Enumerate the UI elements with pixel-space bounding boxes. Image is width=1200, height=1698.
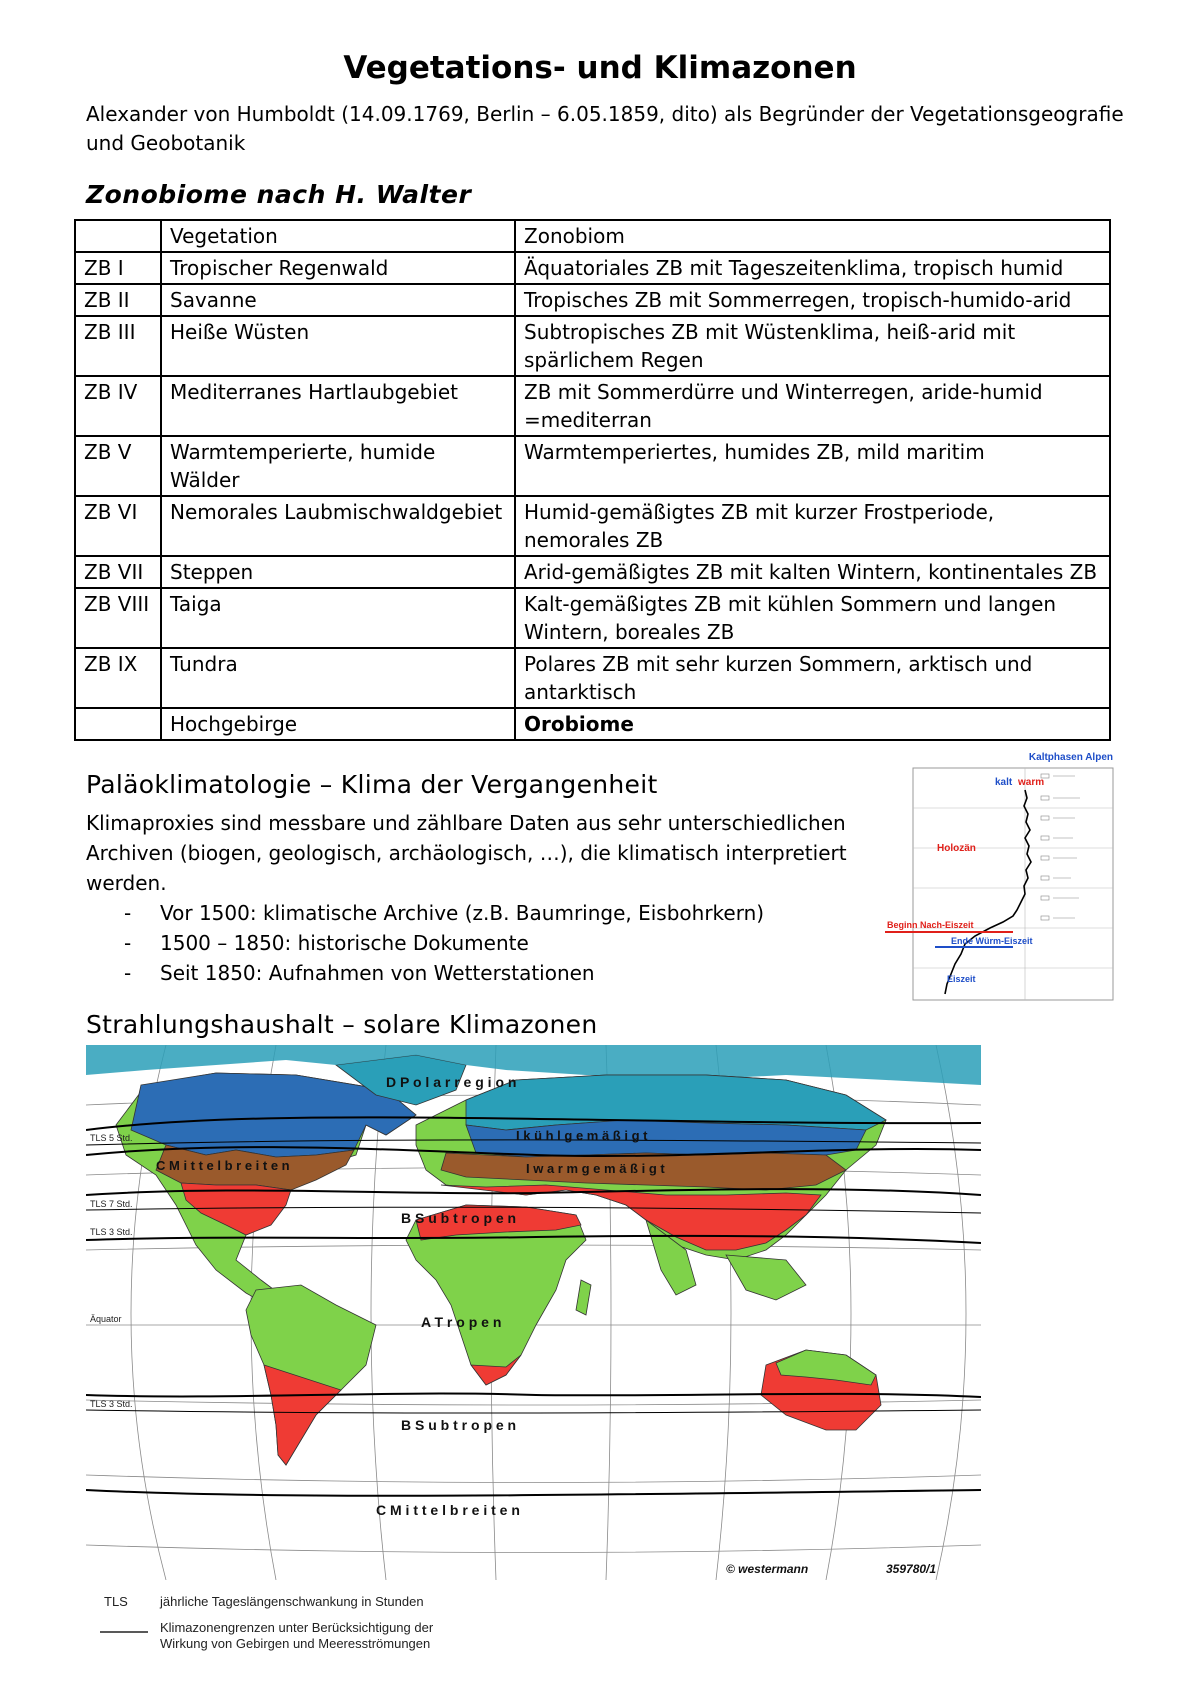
table-row (75, 376, 1110, 436)
zb-code-cell (75, 708, 161, 740)
zonobiom-cell: Arid-gemäßigtes ZB mit kalten Wintern, kontinentales ZB (515, 556, 1110, 588)
vegetation-cell: Nemorales Laubmischwaldgebiet (161, 496, 515, 556)
paleo-chart-title: Kaltphasen Alpen (1028, 752, 1113, 763)
table-row (75, 496, 1110, 556)
map-label-polar: D P o l a r r e g i o n (386, 1074, 517, 1090)
table-row (75, 436, 1110, 496)
vegetation-cell: Tropischer Regenwald (161, 252, 515, 284)
zonobiom-cell: Warmtemperiertes, humides ZB, mild maritim (515, 436, 1110, 496)
list-item-text: 1500 – 1850: historische Dokumente (160, 931, 529, 955)
map-aequator-label: Äquator (90, 1314, 122, 1324)
map-tls-label-3: TLS 3 Std. (90, 1227, 133, 1237)
table-row (75, 708, 1110, 740)
list-bullet: - (124, 901, 132, 925)
vegetation-cell: Vegetation (161, 220, 515, 252)
zonobiom-cell: ZB mit Sommerdürre und Winterregen, aride-humid =mediterran (515, 376, 1110, 436)
table-header-row (75, 220, 1110, 252)
table-row (75, 316, 1110, 376)
zb-code-cell: ZB II (75, 284, 161, 316)
map-label-warm: I w a r m g e m ä ß i g t (526, 1161, 665, 1176)
page-title: Vegetations- und Klimazonen (343, 50, 857, 86)
vegetation-cell: Savanne (161, 284, 515, 316)
zonobiom-cell: Äquatoriales ZB mit Tageszeitenklima, tropisch humid (515, 252, 1110, 284)
paleo-chart-figure (875, 748, 1115, 1010)
climate-zone-map (86, 1045, 981, 1580)
map-tls-label-1: TLS 5 Std. (90, 1133, 133, 1143)
map-tls-label-4: TLS 3 Std. (90, 1399, 133, 1409)
list-item (124, 898, 884, 928)
paleo-chart-kalt: kalt (995, 777, 1013, 788)
zb-code-cell: ZB III (75, 316, 161, 376)
zb-code-cell: ZB IV (75, 376, 161, 436)
list-item-text: Vor 1500: klimatische Archive (z.B. Baumringe, Eisbohrkern) (160, 901, 765, 925)
vegetation-cell: Steppen (161, 556, 515, 588)
list-bullet: - (124, 931, 132, 955)
map-label-subtrop-s: B S u b t r o p e n (401, 1417, 517, 1433)
map-copyright: © westermann (726, 1562, 809, 1576)
map-label-tropen: A T r o p e n (421, 1314, 502, 1330)
zonobiom-cell: Zonobiom (515, 220, 1110, 252)
vegetation-cell: Heiße Wüsten (161, 316, 515, 376)
table-row (75, 284, 1110, 316)
zonobiome-table-body (75, 220, 1110, 740)
zonobiom-cell: Kalt-gemäßigtes ZB mit kühlen Sommern und langen Wintern, boreales ZB (515, 588, 1110, 648)
map-code: 359780/1 (886, 1562, 937, 1576)
table-row (75, 556, 1110, 588)
zb-code-cell (75, 220, 161, 252)
zb-code-cell: ZB VI (75, 496, 161, 556)
paleo-text: Klimaproxies sind messbare und zählbare Daten aus sehr unterschiedlichen Archiven (biogen, geologisch, archäologisch, …), die klimatisch interpretiert werden. (86, 811, 847, 895)
paleo-chart-holozaen: Holozän (937, 843, 976, 854)
table-row (75, 588, 1110, 648)
zb-code-cell: ZB V (75, 436, 161, 496)
paleo-chart-eiszeit: Eiszeit (947, 974, 976, 984)
legend-tls-desc: jährliche Tageslängenschwankung in Stunden (160, 1594, 424, 1609)
zonobiome-table (74, 219, 1111, 741)
zonobiom-cell: Tropisches ZB mit Sommerregen, tropisch-humido-arid (515, 284, 1110, 316)
map-label-subtrop-n: B S u b t r o p e n (401, 1210, 517, 1226)
map-label-mittel-s: C M i t t e l b r e i t e n (376, 1502, 520, 1518)
map-label-kuehl: I k ü h l g e m ä ß i g t (516, 1128, 648, 1143)
table-row (75, 648, 1110, 708)
paleo-chart-wuerm: Ende Würm-Eiszeit (951, 936, 1033, 946)
vegetation-cell: Taiga (161, 588, 515, 648)
intro-text: Alexander von Humboldt (14.09.1769, Berlin – 6.05.1859, dito) als Begründer der Vegetationsgeografie und Geobotanik (86, 102, 1124, 155)
map-tls-label-2: TLS 7 Std. (90, 1199, 133, 1209)
legend-tls-abbr: TLS (104, 1594, 128, 1609)
map-legend (100, 1590, 700, 1690)
zonobiome-heading: Zonobiome nach H. Walter (86, 180, 472, 209)
legend-line-desc-2: Wirkung von Gebirgen und Meeresströmungen (160, 1636, 431, 1651)
vegetation-cell: Warmtemperierte, humide Wälder (161, 436, 515, 496)
zb-code-cell: ZB VII (75, 556, 161, 588)
strahlung-heading: Strahlungshaushalt – solare Klimazonen (86, 1010, 598, 1039)
zonobiom-cell: Orobiome (515, 708, 1110, 740)
list-item (124, 928, 884, 958)
vegetation-cell: Hochgebirge (161, 708, 515, 740)
paleo-list (124, 898, 884, 988)
zonobiom-cell: Polares ZB mit sehr kurzen Sommern, arktisch und antarktisch (515, 648, 1110, 708)
zb-code-cell: ZB I (75, 252, 161, 284)
list-bullet: - (124, 961, 132, 985)
list-item-text: Seit 1850: Aufnahmen von Wetterstationen (160, 961, 595, 985)
list-item (124, 958, 884, 988)
paleo-heading: Paläoklimatologie – Klima der Vergangenheit (86, 770, 658, 799)
paleo-chart-warm: warm (1018, 777, 1045, 788)
map-label-mittel-n: C M i t t e l b r e i t e n (156, 1158, 290, 1173)
table-row (75, 252, 1110, 284)
zonobiom-cell: Humid-gemäßigtes ZB mit kurzer Frostperiode, nemorales ZB (515, 496, 1110, 556)
vegetation-cell: Tundra (161, 648, 515, 708)
zb-code-cell: ZB VIII (75, 588, 161, 648)
zonobiom-cell: Subtropisches ZB mit Wüstenklima, heiß-arid mit spärlichem Regen (515, 316, 1110, 376)
legend-line-desc-1: Klimazonengrenzen unter Berücksichtigung der (160, 1620, 434, 1635)
paleo-chart-nacheiszeit: Beginn Nach-Eiszeit (887, 920, 974, 930)
zb-code-cell: ZB IX (75, 648, 161, 708)
vegetation-cell: Mediterranes Hartlaubgebiet (161, 376, 515, 436)
